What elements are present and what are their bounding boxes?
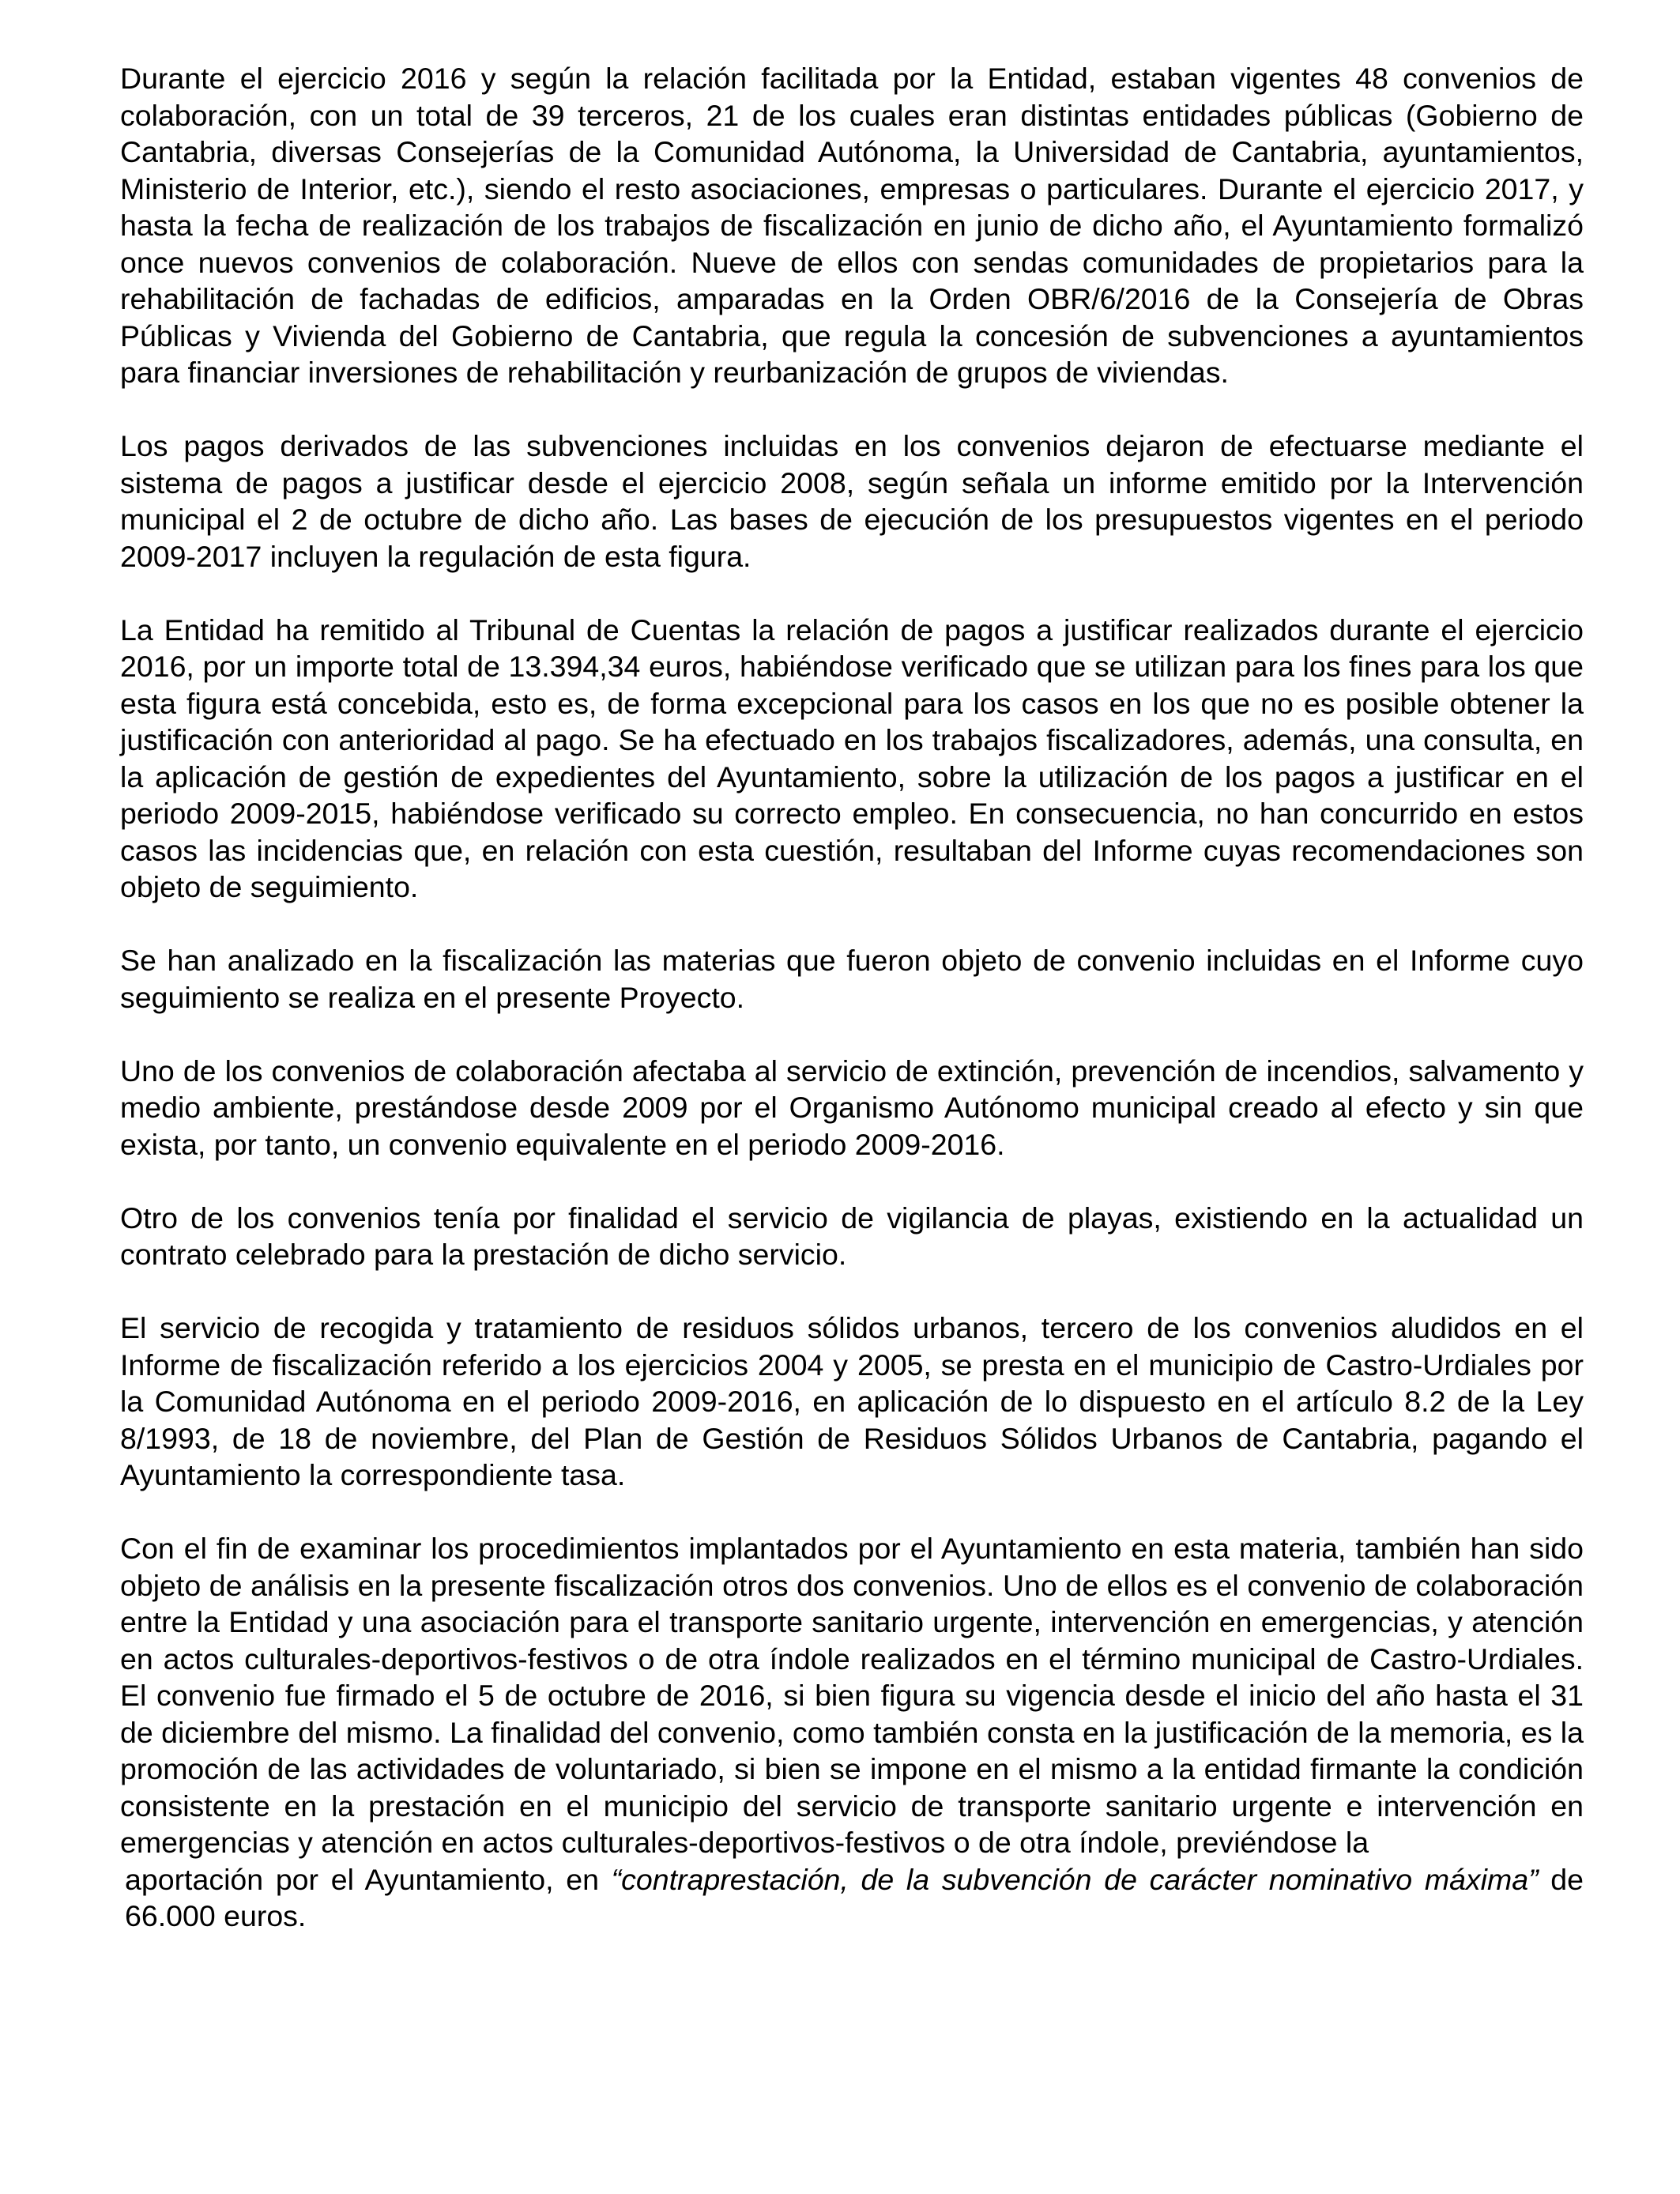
- paragraph-transporte-sanitario-tail: [120, 1861, 1584, 1935]
- paragraph-transporte-sanitario-body: Con el fin de examinar los procedimientos implantados por el Ayuntamiento en esta materia, también han sido objeto de análisis en la presente fiscalización otros dos convenios. Uno de ellos es el convenio de colaboración entre la Entidad y una asociación para el transporte sanitario urgente, intervención en emergencias, y atención en actos culturales-deportivos-festivos o de otra índole realizados en el término municipal de Castro-Urdiales. El convenio fue firmado el 5 de octubre de 2016, si bien figura su vigencia desde el inicio del año hasta el 31 de diciembre del mismo. La finalidad del convenio, como también consta en la justificación de la memoria, es la promoción de las actividades de voluntariado, si bien se impone en el mismo a la entidad firmante la condición consistente en la prestación en el municipio del servicio de transporte sanitario urgente e intervención en emergencias y atención en actos culturales-deportivos-festivos o de otra índole, previéndose la: [120, 1532, 1584, 1859]
- paragraph-convenios-vigentes: Durante el ejercicio 2016 y según la relación facilitada por la Entidad, estaban vigentes 48 convenios de colaboración, con un total de 39 terceros, 21 de los cuales eran distintas entidades públicas (Gobierno de Cantabria, diversas Consejerías de la Comunidad Autónoma, la Universidad de Cantabria, ayuntamientos, Ministerio de Interior, etc.), siendo el resto asociaciones, empresas o particulares. Durante el ejercicio 2017, y hasta la fecha de realización de los trabajos de fiscalización en junio de dicho año, el Ayuntamiento formalizó once nuevos convenios de colaboración. Nueve de ellos con sendas comunidades de propietarios para la rehabilitación de fachadas de edificios, amparadas en la Orden OBR/6/2016 de la Consejería de Obras Públicas y Vivienda del Gobierno de Cantabria, que regula la concesión de subvenciones a ayuntamientos para financiar inversiones de rehabilitación y reurbanización de grupos de viviendas.: [120, 62, 1584, 389]
- paragraph-pagos-a-justificar: Los pagos derivados de las subvenciones incluidas en los convenios dejaron de efectuarse mediante el sistema de pagos a justificar desde el ejercicio 2008, según señala un informe emitido por la Intervención municipal el 2 de octubre de dicho año. Las bases de ejecución de los presupuestos vigentes en el periodo 2009-2017 incluyen la regulación de esta figura.: [120, 429, 1584, 573]
- quote-trailing-text: de 66.000 euros.: [125, 1862, 1584, 1932]
- paragraph-servicio-extincion: Uno de los convenios de colaboración afectaba al servicio de extinción, prevención de incendios, salvamento y medio ambiente, prestándose desde 2009 por el Organismo Autónomo municipal creado al efecto y sin que exista, por tanto, un convenio equivalente en el periodo 2009-2016.: [120, 1054, 1584, 1161]
- paragraph-relacion-pagos-2016: La Entidad ha remitido al Tribunal de Cuentas la relación de pagos a justificar realizados durante el ejercicio 2016, por un importe total de 13.394,34 euros, habiéndose verificado que se utilizan para los fines para los que esta figura está concebida, esto es, de forma excepcional para los casos en los que no es posible obtener la justificación con anterioridad al pago. Se ha efectuado en los trabajos fiscalizadores, además, una consulta, en la aplicación de gestión de expedientes del Ayuntamiento, sobre la utilización de los pagos a justificar en el periodo 2009-2015, habiéndose verificado su correcto empleo. En consecuencia, no han concurrido en estos casos las incidencias que, en relación con esta cuestión, resultaban del Informe cuyas recomendaciones son objeto de seguimiento.: [120, 613, 1584, 903]
- quote-lead-text: aportación por el Ayuntamiento, en: [125, 1862, 612, 1896]
- paragraph-vigilancia-playas: Otro de los convenios tenía por finalidad el servicio de vigilancia de playas, existiendo en la actualidad un contrato celebrado para la prestación de dicho servicio.: [120, 1201, 1584, 1271]
- italic-quote: “contraprestación, de la subvención de carácter nominativo máxima”: [611, 1862, 1539, 1896]
- document-page: [120, 60, 1584, 1935]
- paragraph-transporte-sanitario: [120, 1530, 1584, 1935]
- paragraph-residuos-solidos: El servicio de recogida y tratamiento de residuos sólidos urbanos, tercero de los convenios aludidos en el Informe de fiscalización referido a los ejercicios 2004 y 2005, se presta en el municipio de Castro-Urdiales por la Comunidad Autónoma en el periodo 2009-2016, en aplicación de lo dispuesto en el artículo 8.2 de la Ley 8/1993, de 18 de noviembre, del Plan de Gestión de Residuos Sólidos Urbanos de Cantabria, pagando el Ayuntamiento la correspondiente tasa.: [120, 1311, 1584, 1491]
- paragraph-materias-analizadas: Se han analizado en la fiscalización las materias que fueron objeto de convenio incluidas en el Informe cuyo seguimiento se realiza en el presente Proyecto.: [120, 944, 1584, 1014]
